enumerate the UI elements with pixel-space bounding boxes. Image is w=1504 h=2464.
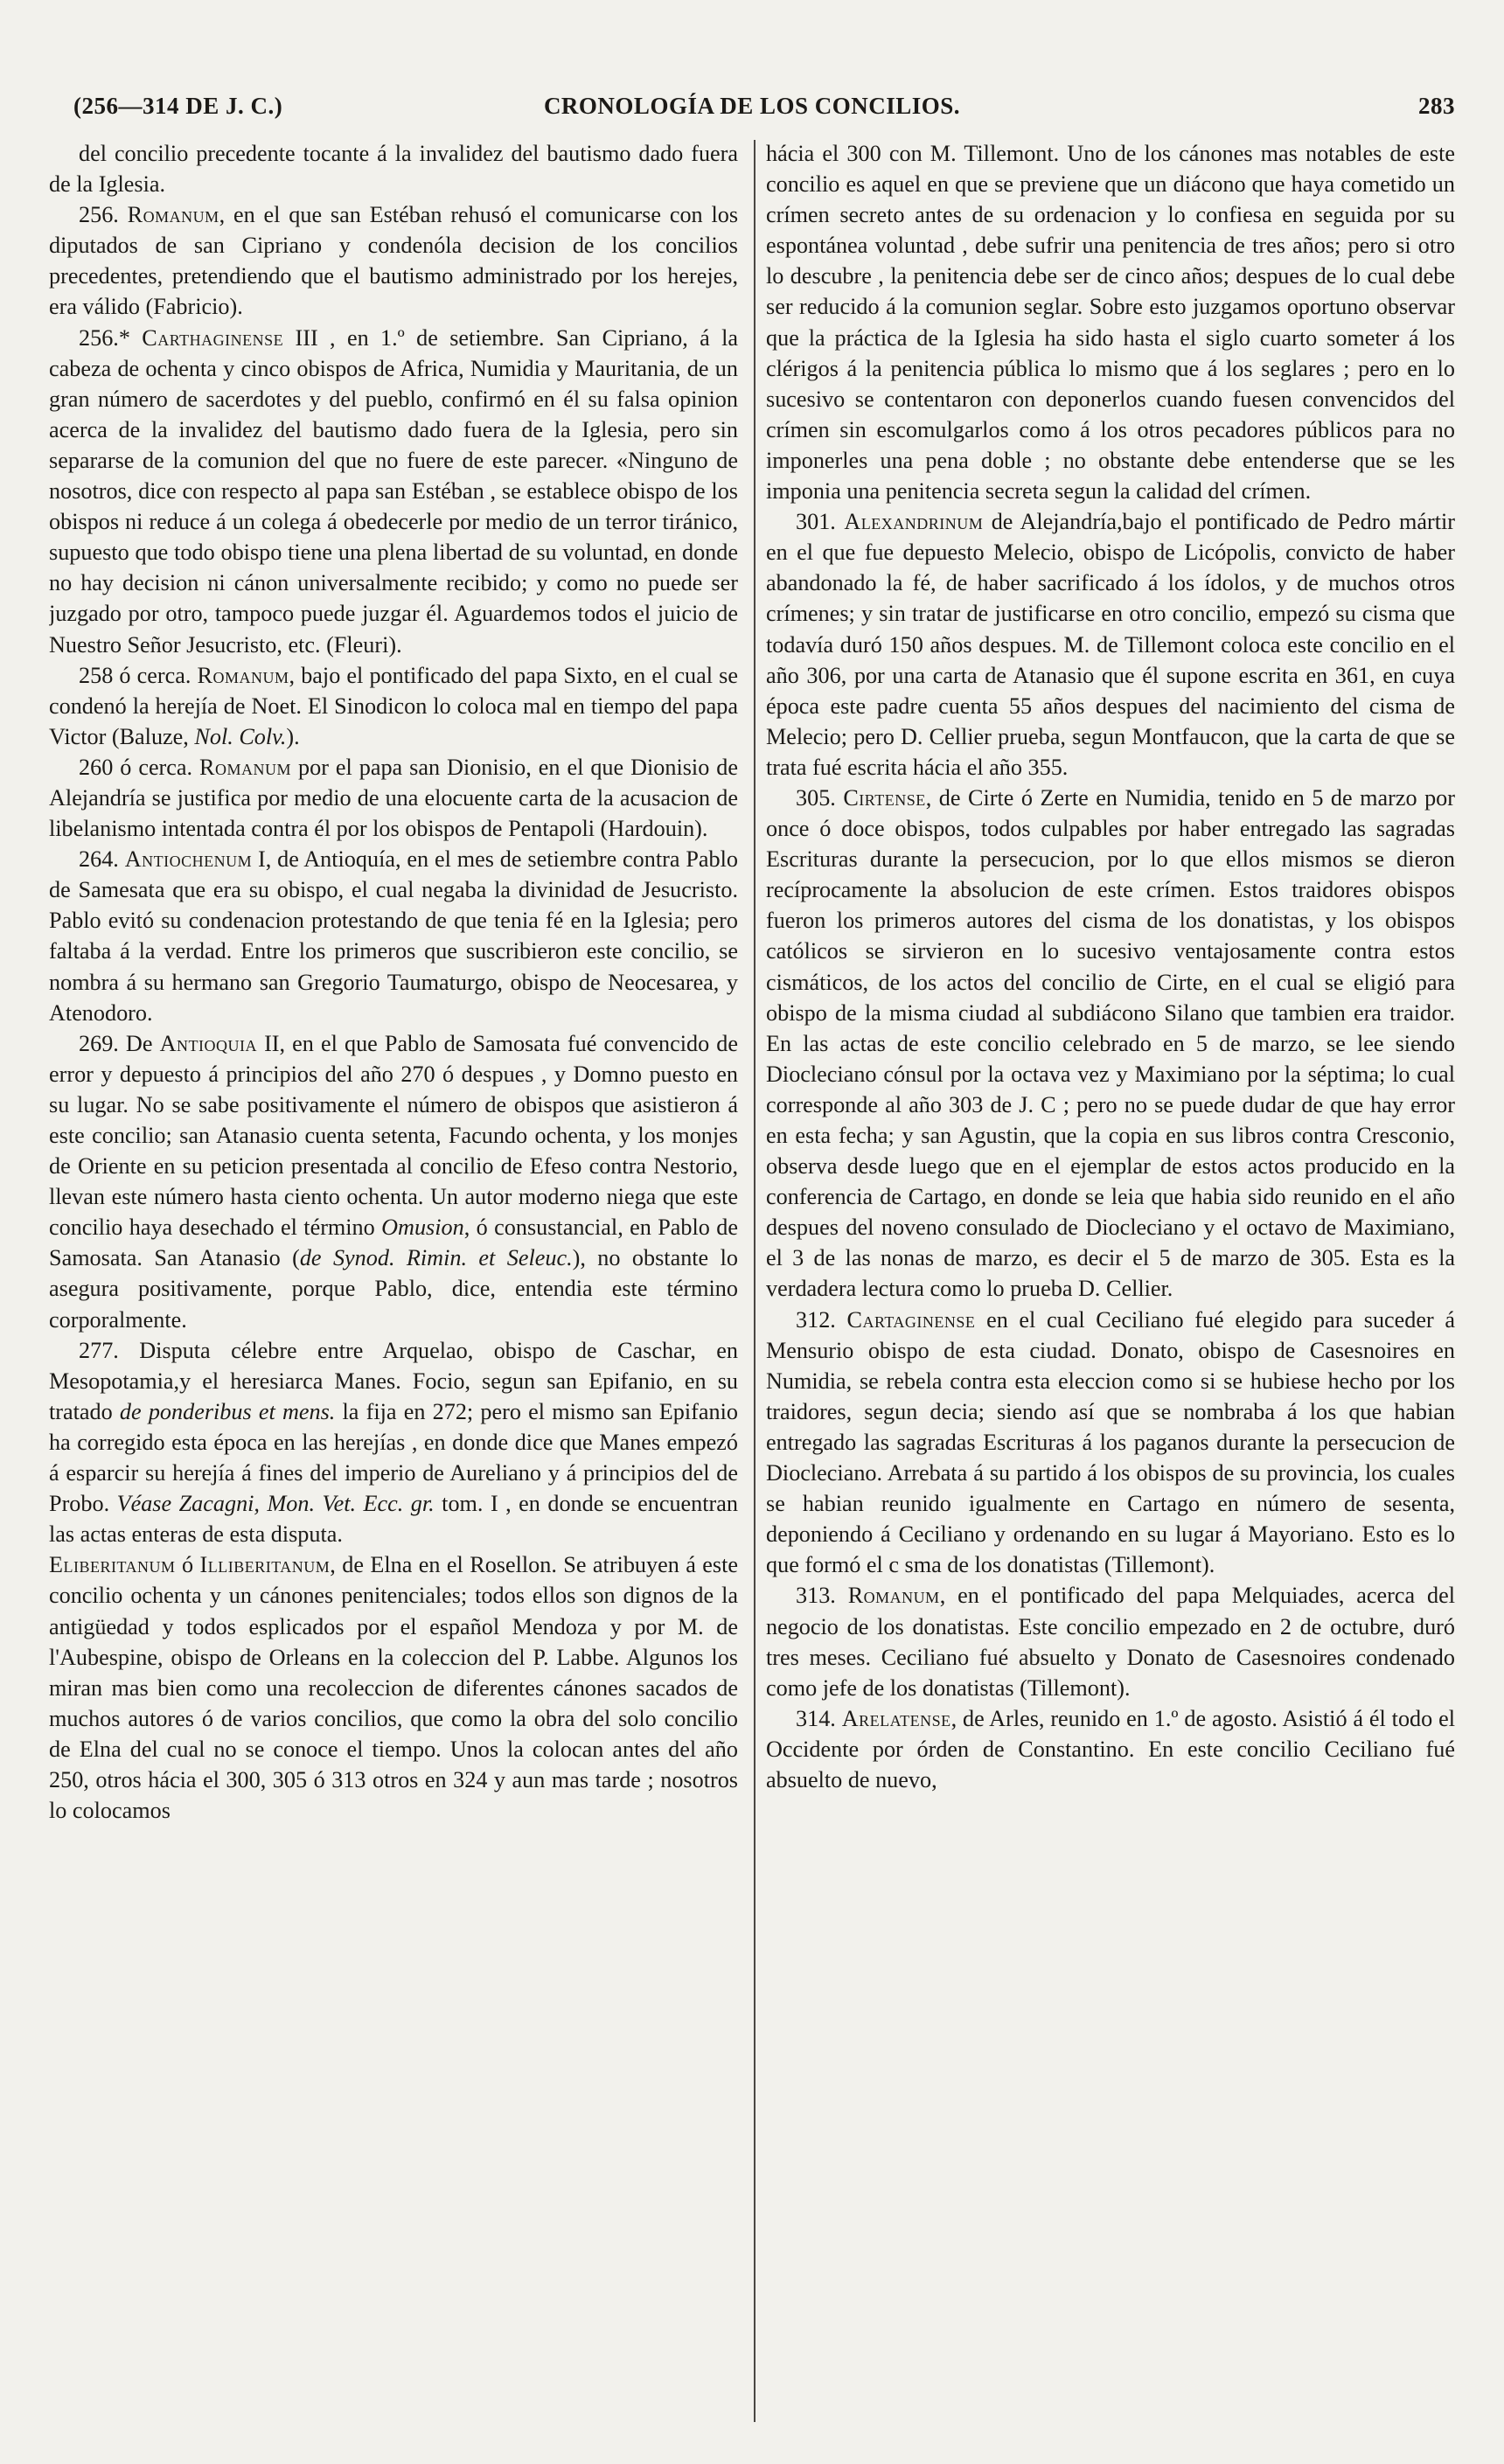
paragraph-text: 314. — [796, 1705, 842, 1731]
paragraph-text: ), no obstante lo asegura positivamente, porque Pablo, dice, entendia este término corporalmente. — [49, 1245, 738, 1333]
paragraph-p8 — [49, 1335, 738, 1550]
paragraph-text: III , en 1.º de setiembre. San Cipriano, á la cabeza de ochenta y cinco obispos de Africa, Numidia y Mauritania, de un gran número de sacerdotes y del pueblo, confirmó en él su falsa opinion acerca de la invalidez del bautismo dado fuera de la Iglesia, pero sin separarse de la comunion del que no fuere de este parecer. «Ninguno de nosotros, dice con respecto al papa san Estéban , se establece obispo de los obispos ni reduce á un colega á obedecerle por medio de un terror tiránico, supuesto que todo obispo tiene una plena libertad de su voluntad, en donde no hay decision ni cánon universalmente recibido; y como no puede ser juzgado por otro, tampoco puede juzgar él. Aguardemos todos el juicio de Nuestro Señor Jesucristo, etc. (Fleuri). — [49, 324, 738, 658]
column-divider — [754, 140, 755, 2422]
paragraph-q3 — [766, 783, 1455, 1305]
paragraph-p7 — [49, 1028, 738, 1335]
paragraph-text: la fija en 272; pero el mismo san Epifanio ha corregido esta época en las herejías , en donde dice que Manes empezó á esparcir su herejía á fines del imperio de Aureliano y á principios del de Probo. — [49, 1398, 738, 1517]
paragraph-p1 — [49, 138, 738, 199]
citation-italic: Omusion — [381, 1215, 464, 1241]
paragraph-text: 313. — [796, 1583, 848, 1609]
paragraph-text: tom. I , en donde se encuentran las actas enteras de esta disputa. — [49, 1491, 738, 1548]
paragraph-text: I, de Antioquía, en el mes de setiembre contra Pablo de Samesata que era su obispo, el cual negaba la divinidad de Jesucristo. Pablo evitó su condenacion protestando de que tenia fé en la Iglesia; pero faltaba á la verdad. Entre los primeros que suscribieron este concilio, se nombra á su hermano san Gregorio Taumaturgo, obispo de Neocesarea, y Atenodoro. — [49, 846, 738, 1026]
council-name: Romanum — [847, 1583, 940, 1609]
citation-italic: de Synod. Rimin. et Seleuc. — [299, 1245, 573, 1271]
paragraph-text: 312. — [796, 1306, 847, 1333]
paragraph-text: , en el que san Estéban rehusó el comunicarse con los diputados de san Cipriano y condenóla decision de los concilios precedentes, pretendiendo que el bautismo administrado por los herejes, era válido (Fabricio). — [49, 202, 738, 320]
citation-italic: de ponderibus et mens. — [119, 1398, 336, 1424]
left-column — [49, 138, 738, 2429]
council-name: Antiochenum — [124, 846, 253, 873]
council-name: Romanum — [127, 202, 219, 228]
paragraph-text: del concilio precedente tocante á la invalidez del bautismo dado fuera de la Iglesia. — [49, 141, 738, 198]
paragraph-text: , en el pontificado del papa Melquiades, acerca del negocio de los donatistas. Este concilio empezado en 2 de octubre, duró tres meses. Ceciliano fué absuelto y Donato de Casesnoires condenado como jefe de los donatistas (Tillemont). — [766, 1583, 1455, 1701]
paragraph-text: en el cual Ceciliano fué elegido para suceder á Mensurio obispo de esta ciudad. Donato, obispo de Casesnoires en Numidia, se rebela contra esta eleccion como si se hubiese hecho por los traidores, segun decia; siendo así que se nombraba á los que habian entregado las sagradas Escrituras á los paganos durante la persecucion de Diocleciano. Arrebata á su partido á los obispos de su provincia, los cuales se habian reunido igualmente en Cartago en número de sesenta, deponiendo á Ceciliano y ordenando en su lugar á Mayoriano. Esto es lo que formó el c sma de los donatistas (Tillemont). — [766, 1306, 1455, 1578]
paragraph-q6 — [766, 1703, 1455, 1795]
paragraph-text: , de Elna en el Rosellon. Se atribuyen á este concilio ochenta y un cánones penitenciales; todos ellos son dignos de la antigüedad y todos esplicados por el español Mendoza y por M. de l'Aubespine, obispo de Orleans en la coleccion del P. Labbe. Algunos los miran mas bien como una recoleccion de diferentes cánones sacados de muchos autores ó de varios concilios, que como la obra del solo concilio de Elna del cual no se conoce el tiempo. Unos la colocan antes del año 250, otros hácia el 300, 305 ó 313 otros en 324 y aun mas tarde ; nosotros lo colocamos — [49, 1552, 738, 1824]
header-date-range: (256—314 DE J. C.) — [73, 93, 283, 119]
paragraph-p4 — [49, 660, 738, 752]
right-column — [766, 138, 1455, 2429]
paragraph-text: II, en el que Pablo de Samosata fué convencido de error y depuesto á principios del año 270 ó despues , y Domno puesto en su lugar. No se sabe positivamente el número de obispos que asistieron á este concilio; san Atanasio cuenta setenta, Facundo ochenta, y los monjes de Oriente en su peticion presentada al concilio de Efeso contra Nestorio, llevan este número hasta ciento ochenta. Un autor moderno niega que este concilio haya desechado el término — [49, 1030, 738, 1241]
paragraph-text: ). — [286, 723, 300, 749]
council-name: Romanum — [197, 662, 289, 688]
paragraph-text: , de Arles, reunido en 1.º de agosto. Asistió á él todo el Occidente por órden de Constantino. En este concilio Ceciliano fué absuelto de nuevo, — [766, 1705, 1455, 1792]
council-name: Arelatense — [841, 1705, 951, 1731]
paragraph-text: de Alejandría,bajo el pontificado de Pedro mártir en el que fue depuesto Melecio, obispo de Licópolis, convicto de haber abandonado la fé, de haber sacrificado á los ídolos, y de muchos otros crímenes; y sin tratar de justificarse en otro concilio, empezó su cisma que todavía duró 150 años despues. M. de Tillemont coloca este concilio en el año 306, por una carta de Atanasio que él supone escrita en 361, en cuya época este padre cuenta 55 años despues del nacimiento del cisma de Melecio; pero D. Cellier prueba, segun Montfaucon, que la carta de que se trata fué escrita hácia el año 355. — [766, 509, 1455, 780]
council-name: Antioquia — [159, 1030, 257, 1056]
paragraph-q5 — [766, 1580, 1455, 1702]
council-name: Eliberitanum — [49, 1552, 176, 1578]
council-name: Alexandrinum — [844, 509, 984, 535]
citation-italic: Nol. Colv. — [194, 723, 287, 749]
council-name: Illiberitanum — [199, 1552, 331, 1578]
paragraph-q4 — [766, 1305, 1455, 1581]
paragraph-text: 260 ó cerca. — [79, 754, 200, 780]
council-name: Romanum — [199, 754, 292, 780]
paragraph-text: , bajo el pontificado del papa Sixto, en el cual se condenó la herejía de Noet. El Sinodicon lo coloca mal en tiempo del papa Victor (Baluze, — [49, 662, 738, 749]
paragraph-text: 258 ó cerca. — [79, 662, 198, 688]
paragraph-p3 — [49, 323, 738, 660]
council-name: Cartaginense — [846, 1306, 976, 1333]
paragraph-p6 — [49, 844, 738, 1028]
council-name: Cirtense — [843, 784, 926, 811]
paragraph-text: , ó consustancial, en Pablo de Samosata. San Atanasio ( — [49, 1215, 738, 1271]
paragraph-p5 — [49, 752, 738, 844]
paragraph-text: por el papa san Dionisio, en el que Dionisio de Alejandría se justifica por medio de una elocuente carta de la acusacion de libelanismo intentada contra él por los obispos de Pentapoli (Hardouin). — [49, 754, 738, 842]
paragraph-q2 — [766, 506, 1455, 783]
paragraph-text: 269. De — [79, 1030, 160, 1056]
running-header — [49, 93, 1455, 128]
paragraph-text: 256.* — [79, 324, 143, 351]
council-name: Carthaginense — [142, 324, 284, 351]
paragraph-text: 256. — [79, 202, 128, 228]
paragraph-text: 277. Disputa célebre entre Arquelao, obispo de Caschar, en Mesopotamia,y el heresiarca Manes. Focio, segun san Epifanio, en su tratado — [49, 1337, 738, 1424]
header-title: CRONOLOGÍA DE LOS CONCILIOS. — [543, 93, 961, 119]
paragraph-text: hácia el 300 con M. Tillemont. Uno de los cánones mas notables de este concilio es aquel en que se previene que un diácono que haya cometido un crímen secreto antes de su ordenacion y lo confiesa en seguida por su espontánea voluntad , debe sufrir una penitencia de tres años; pero si otro lo descubre , la penitencia debe ser de cinco años; despues de lo cual debe ser reducido á la comunion seglar. Sobre esto juzgamos oportuno observar que la práctica de la Iglesia ha sido hasta el siglo cuarto someter á los clérigos á la penitencia pública lo mismo que á los seglares ; pero en lo sucesivo se contentaron con deponerlos cuando fuesen convencidos del crímen sin escomulgarlos como á los otros pecadores públicos para no imponerles una pena doble ; no obstante debe entenderse que se les imponia una penitencia secreta segun la calidad del crímen. — [766, 141, 1455, 505]
paragraph-text: 305. — [796, 784, 844, 811]
paragraph-q1 — [766, 138, 1455, 506]
paragraph-p2 — [49, 199, 738, 322]
paragraph-p9 — [49, 1549, 738, 1826]
paragraph-text: 301. — [796, 509, 845, 535]
paragraph-text: , de Cirte ó Zerte en Numidia, tenido en 5 de marzo por once ó doce obispos, todos culpables por haber entregado las sagradas Escrituras durante la persecucion, por lo que ellos mismos se dieron recíprocamente la absolucion de este crímen. Estos traidores obispos fueron los primeros autores del cisma de los donatistas, y los obispos católicos se sirvieron en lo sucesivo ventajosamente contra estos cismáticos, de los actos del concilio de Cirte, en el cual se eligió para obispo de la misma ciudad al subdiácono Silano que tambien era traidor. En las actas de este concilio celebrado en 5 de marzo, se lee siendo Diocleciano cónsul por la octava vez y Maximiano por la séptima; lo cual corresponde al año 303 de J. C ; pero no se puede dudar de que hay error en esta fecha; y san Agustin, que la copia en sus libros contra Cresconio, observa desde luego que en el ejemplar de estos actos producido en la conferencia de Cartago, en donde se leia que habia sido reunido en el año despues del noveno consulado de Diocleciano y el octavo de Maximiano, el 3 de las nonas de marzo, es decir el 5 de marzo de 305. Esta es la verdadera lectura como lo prueba D. Cellier. — [766, 784, 1455, 1302]
page-number: 283 — [1418, 93, 1455, 119]
paragraph-text: ó — [175, 1552, 200, 1578]
citation-italic: Véase Zacagni, Mon. Vet. Ecc. gr. — [116, 1491, 435, 1517]
paragraph-text: 264. — [79, 846, 125, 873]
